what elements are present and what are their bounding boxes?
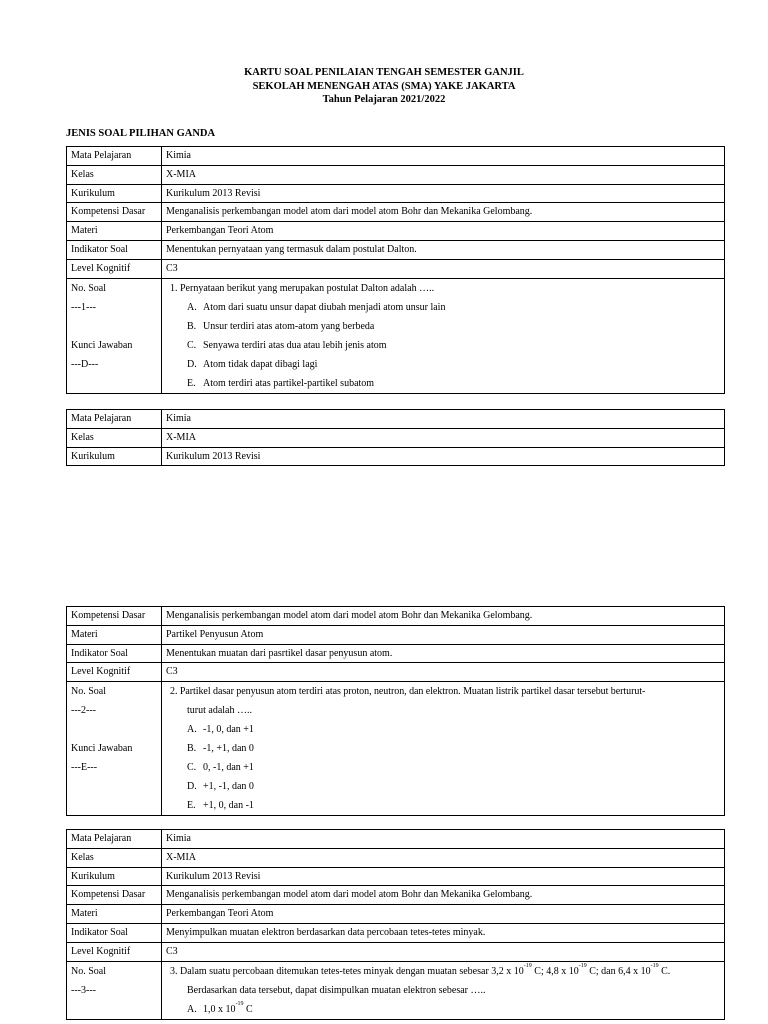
label-kd: Kompetensi Dasar [67,607,162,626]
label-kelas: Kelas [67,165,162,184]
label-mapel: Mata Pelajaran [67,830,162,849]
value-no-soal: ---2--- [71,705,96,717]
label-kurikulum: Kurikulum [67,447,162,466]
label-kurikulum: Kurikulum [67,867,162,886]
value-mapel: Kimia [162,830,725,849]
row-kd [67,203,725,222]
label-indikator: Indikator Soal [67,644,162,663]
value-kd: Menganalisis perkembangan model atom dari model atom Bohr dan Mekanika Gelombang. [162,886,725,905]
value-kd: Menganalisis perkembangan model atom dari model atom Bohr dan Mekanika Gelombang. [162,607,725,626]
question-type-heading: JENIS SOAL PILIHAN GANDA [66,128,216,139]
label-level: Level Kognitif [67,942,162,961]
value-kd: Menganalisis perkembangan model atom dari model atom Bohr dan Mekanika Gelombang. [162,203,725,222]
question-text: 1. Pernyataan berikut yang merupakan postulat Dalton adalah ….. [170,282,435,294]
question-meta [67,278,162,393]
question-body [162,682,725,816]
label-materi: Materi [67,222,162,241]
question-text: 2. Partikel dasar penyusun atom terdiri atas proton, neutron, dan elektron. Muatan listrik partikel dasar tersebut berturut- [170,686,646,698]
option-b: B. Unsur terdiri atas atom-atom yang berbeda [187,320,375,332]
row-kurikulum [67,867,725,886]
label-kelas: Kelas [67,428,162,447]
label-no-soal: No. Soal [71,282,106,294]
option-a: A. -1, 0, dan +1 [187,724,254,736]
option-d: D. +1, -1, dan 0 [187,781,254,793]
row-kd [67,607,725,626]
option-a: A. 1,0 x $10^{-19}$ C [187,1000,253,1015]
question-body [162,961,725,1019]
option-a: A. Atom dari suatu unsur dapat diubah menjadi atom unsur lain [187,301,446,313]
value-indikator: Menentukan muatan dari pasrtikel dasar penyusun atom. [162,644,725,663]
row-level [67,259,725,278]
row-mapel [67,410,725,429]
value-materi: Perkembangan Teori Atom [162,222,725,241]
row-question [67,278,725,393]
option-c: C. Senyawa terdiri atas dua atau lebih jenis atom [187,339,387,351]
row-materi [67,222,725,241]
question-meta [67,961,162,1019]
value-kunci: ---D--- [71,358,99,370]
question-meta [67,682,162,816]
question-card-1 [66,146,725,394]
value-level: C3 [162,942,725,961]
value-level: C3 [162,259,725,278]
header-school: SEKOLAH MENENGAH ATAS (SMA) YAKE JAKARTA [252,80,516,92]
row-indikator [67,240,725,259]
row-question [67,961,725,1019]
value-kelas: X-MIA [162,428,725,447]
row-level [67,663,725,682]
option-e: E. +1, 0, dan -1 [187,800,254,812]
row-kelas [67,428,725,447]
row-kelas [67,848,725,867]
label-mapel: Mata Pelajaran [67,410,162,429]
label-kunci: Kunci Jawaban [71,743,133,755]
question-card-3 [66,829,725,1020]
label-kelas: Kelas [67,848,162,867]
label-kurikulum: Kurikulum [67,184,162,203]
question-card-2-body [66,606,725,816]
value-mapel: Kimia [162,410,725,429]
question-body [162,278,725,393]
label-kunci: Kunci Jawaban [71,339,133,351]
value-kurikulum: Kurikulum 2013 Revisi [162,447,725,466]
value-indikator: Menentukan pernyataan yang termasuk dalam postulat Dalton. [162,240,725,259]
row-level [67,942,725,961]
row-materi [67,625,725,644]
option-b: B. -1, +1, dan 0 [187,743,254,755]
question-text: 3. Dalam suatu percobaan ditemukan tetes-tetes minyak dengan muatan sebesar 3,2 x $10^{-19}$ C; 4,8 x $10^{-19}$ C; dan 6,4 x $10^{-19}$ C. [170,962,671,977]
value-materi: Perkembangan Teori Atom [162,905,725,924]
option-c: C. 0, -1, dan +1 [187,762,254,774]
value-kurikulum: Kurikulum 2013 Revisi [162,184,725,203]
value-no-soal: ---3--- [71,984,96,996]
label-mapel: Mata Pelajaran [67,147,162,166]
row-question [67,682,725,816]
label-indikator: Indikator Soal [67,923,162,942]
row-kurikulum [67,447,725,466]
label-kd: Kompetensi Dasar [67,203,162,222]
question-card-2-header [66,409,725,466]
row-materi [67,905,725,924]
question-text-cont: turut adalah ….. [187,705,252,717]
label-indikator: Indikator Soal [67,240,162,259]
label-level: Level Kognitif [67,663,162,682]
value-kunci: ---E--- [71,762,98,774]
label-kd: Kompetensi Dasar [67,886,162,905]
label-no-soal: No. Soal [71,965,106,977]
value-kurikulum: Kurikulum 2013 Revisi [162,867,725,886]
header-year: Tahun Pelajaran 2021/2022 [322,94,446,105]
label-level: Level Kognitif [67,259,162,278]
value-level: C3 [162,663,725,682]
option-e: E. Atom terdiri atas partikel-partikel subatom [187,377,375,389]
row-mapel [67,147,725,166]
row-mapel [67,830,725,849]
value-mapel: Kimia [162,147,725,166]
value-indikator: Menyimpulkan muatan elektron berdasarkan data percobaan tetes-tetes minyak. [162,923,725,942]
question-text-cont: Berdasarkan data tersebut, dapat disimpulkan muatan elektron sebesar ….. [187,984,486,996]
header-title: KARTU SOAL PENILAIAN TENGAH SEMESTER GANJIL [244,67,524,78]
row-kd [67,886,725,905]
value-kelas: X-MIA [162,165,725,184]
row-kurikulum [67,184,725,203]
document-header [0,66,768,107]
value-materi: Partikel Penyusun Atom [162,625,725,644]
value-kelas: X-MIA [162,848,725,867]
row-indikator [67,644,725,663]
row-kelas [67,165,725,184]
label-materi: Materi [67,905,162,924]
option-d: D. Atom tidak dapat dibagi lagi [187,358,318,370]
value-no-soal: ---1--- [71,301,96,313]
row-indikator [67,923,725,942]
label-no-soal: No. Soal [71,686,106,698]
label-materi: Materi [67,625,162,644]
